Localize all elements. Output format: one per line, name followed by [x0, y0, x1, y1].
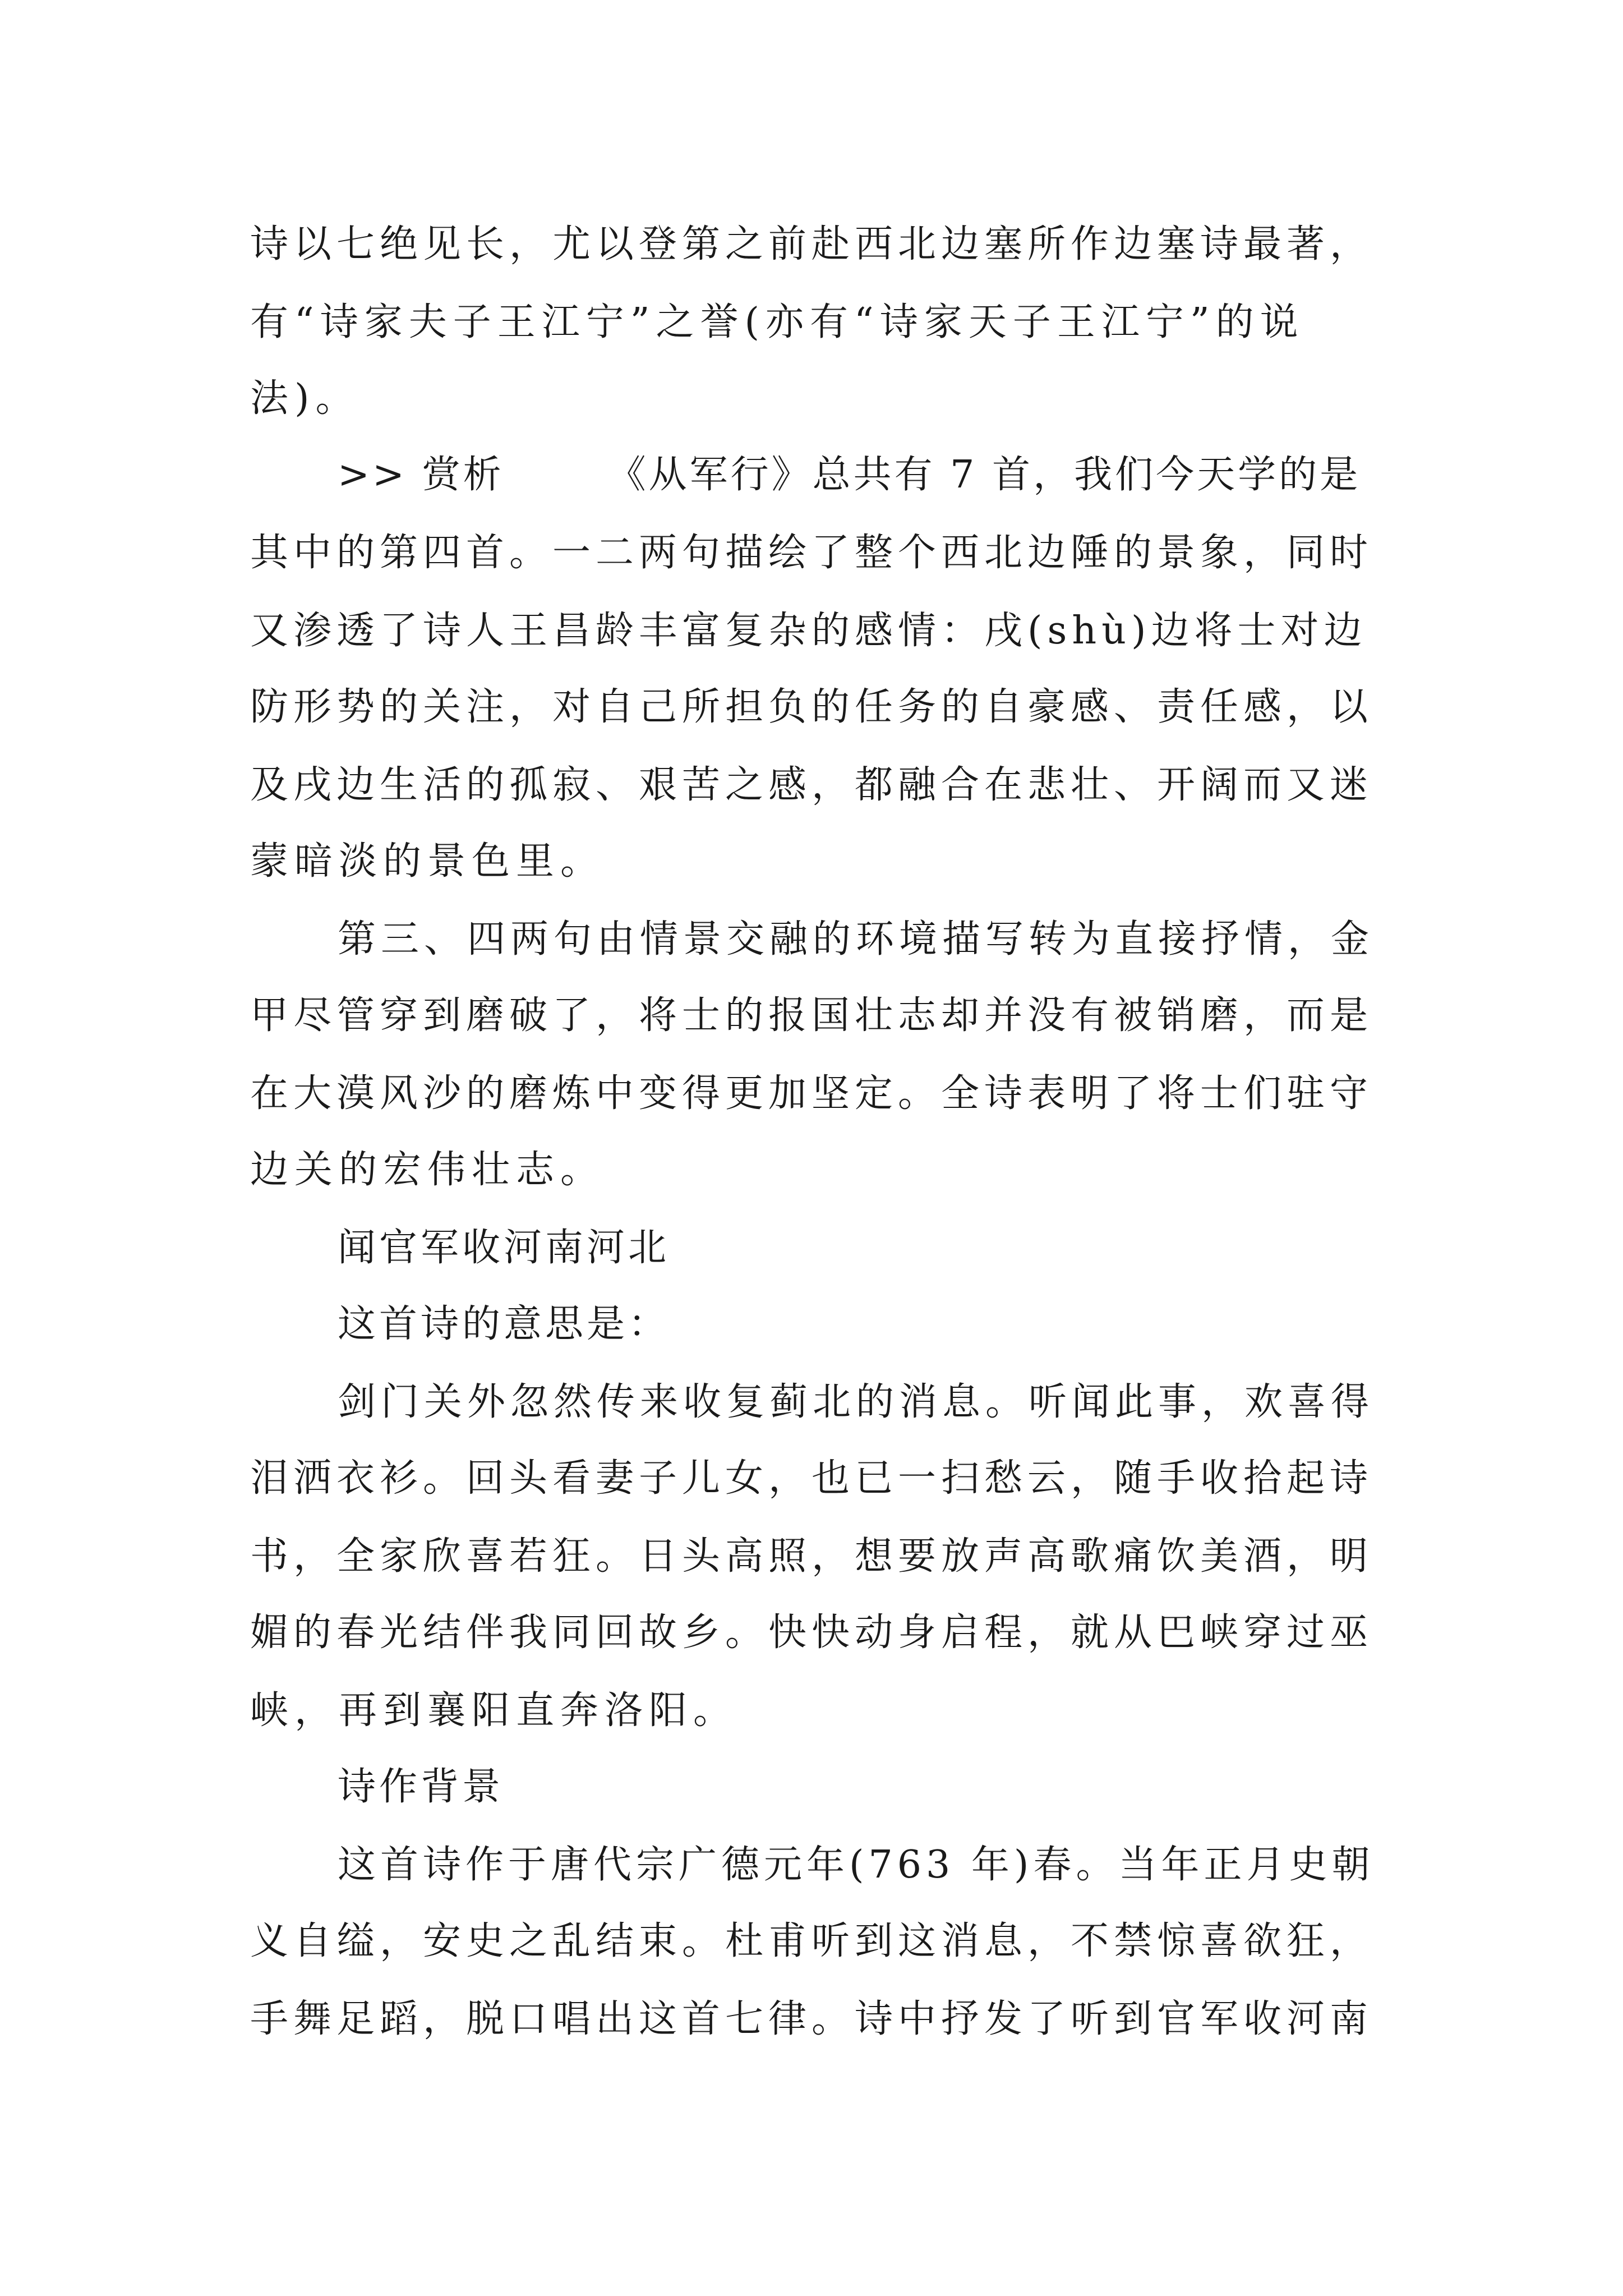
text-line: 峡，再到襄阳直奔洛阳。	[250, 1688, 738, 1733]
text-line: 法)。	[250, 376, 360, 421]
text-line: 第三、四两句由情景交融的环境描写转为直接抒情，金	[338, 917, 1375, 961]
text-line: 泪洒衣衫。回头看妻子儿女，也已一扫愁云，随手收拾起诗	[250, 1456, 1373, 1501]
text-line: 其中的第四首。一二两句描绘了整个西北边陲的景象，同时	[250, 531, 1373, 575]
text-line: 边关的宏伟壮志。	[250, 1148, 605, 1192]
text-line: 诗以七绝见长，尤以登第之前赴西北边塞所作边塞诗最著，	[250, 222, 1373, 266]
text-line: >> 赏析 《从军行》总共有 7 首，我们今天学的是	[338, 453, 1361, 497]
text-line: 防形势的关注，对自己所担负的任务的自豪感、责任感，以	[250, 685, 1373, 729]
text-line: 这首诗的意思是：	[338, 1302, 670, 1346]
text-line: 在大漠风沙的磨炼中变得更加坚定。全诗表明了将士们驻守	[250, 1071, 1373, 1116]
text-line: 剑门关外忽然传来收复蓟北的消息。听闻此事，欢喜得	[338, 1380, 1375, 1424]
text-line: 手舞足蹈，脱口唱出这首七律。诗中抒发了听到官军收河南	[250, 1997, 1373, 2041]
text-line: 又渗透了诗人王昌龄丰富复杂的感情：戌(shù)边将士对边	[250, 609, 1367, 653]
text-line: 及戌边生活的孤寂、艰苦之感，都融合在悲壮、开阔而又迷	[250, 763, 1373, 807]
section-heading: 诗作背景	[338, 1765, 504, 1809]
text-line: 义自缢，安史之乱结束。杜甫听到这消息，不禁惊喜欲狂，	[250, 1919, 1373, 1963]
text-line: 甲尽管穿到磨破了，将士的报国壮志却并没有被销磨，而是	[250, 993, 1373, 1038]
section-heading: 闻官军收河南河北	[338, 1226, 670, 1270]
text-line: 书，全家欣喜若狂。日头高照，想要放声高歌痛饮美酒，明	[250, 1534, 1373, 1579]
text-line: 有“诗家夫子王江宁”之誉(亦有“诗家天子王江宁”的说	[250, 300, 1304, 344]
text-line: 媚的春光结伴我同回故乡。快快动身启程，就从巴峡穿过巫	[250, 1611, 1373, 1655]
text-line: 蒙暗淡的景色里。	[250, 839, 605, 884]
text-line: 这首诗作于唐代宗广德元年(763 年)春。当年正月史朝	[338, 1843, 1375, 1887]
